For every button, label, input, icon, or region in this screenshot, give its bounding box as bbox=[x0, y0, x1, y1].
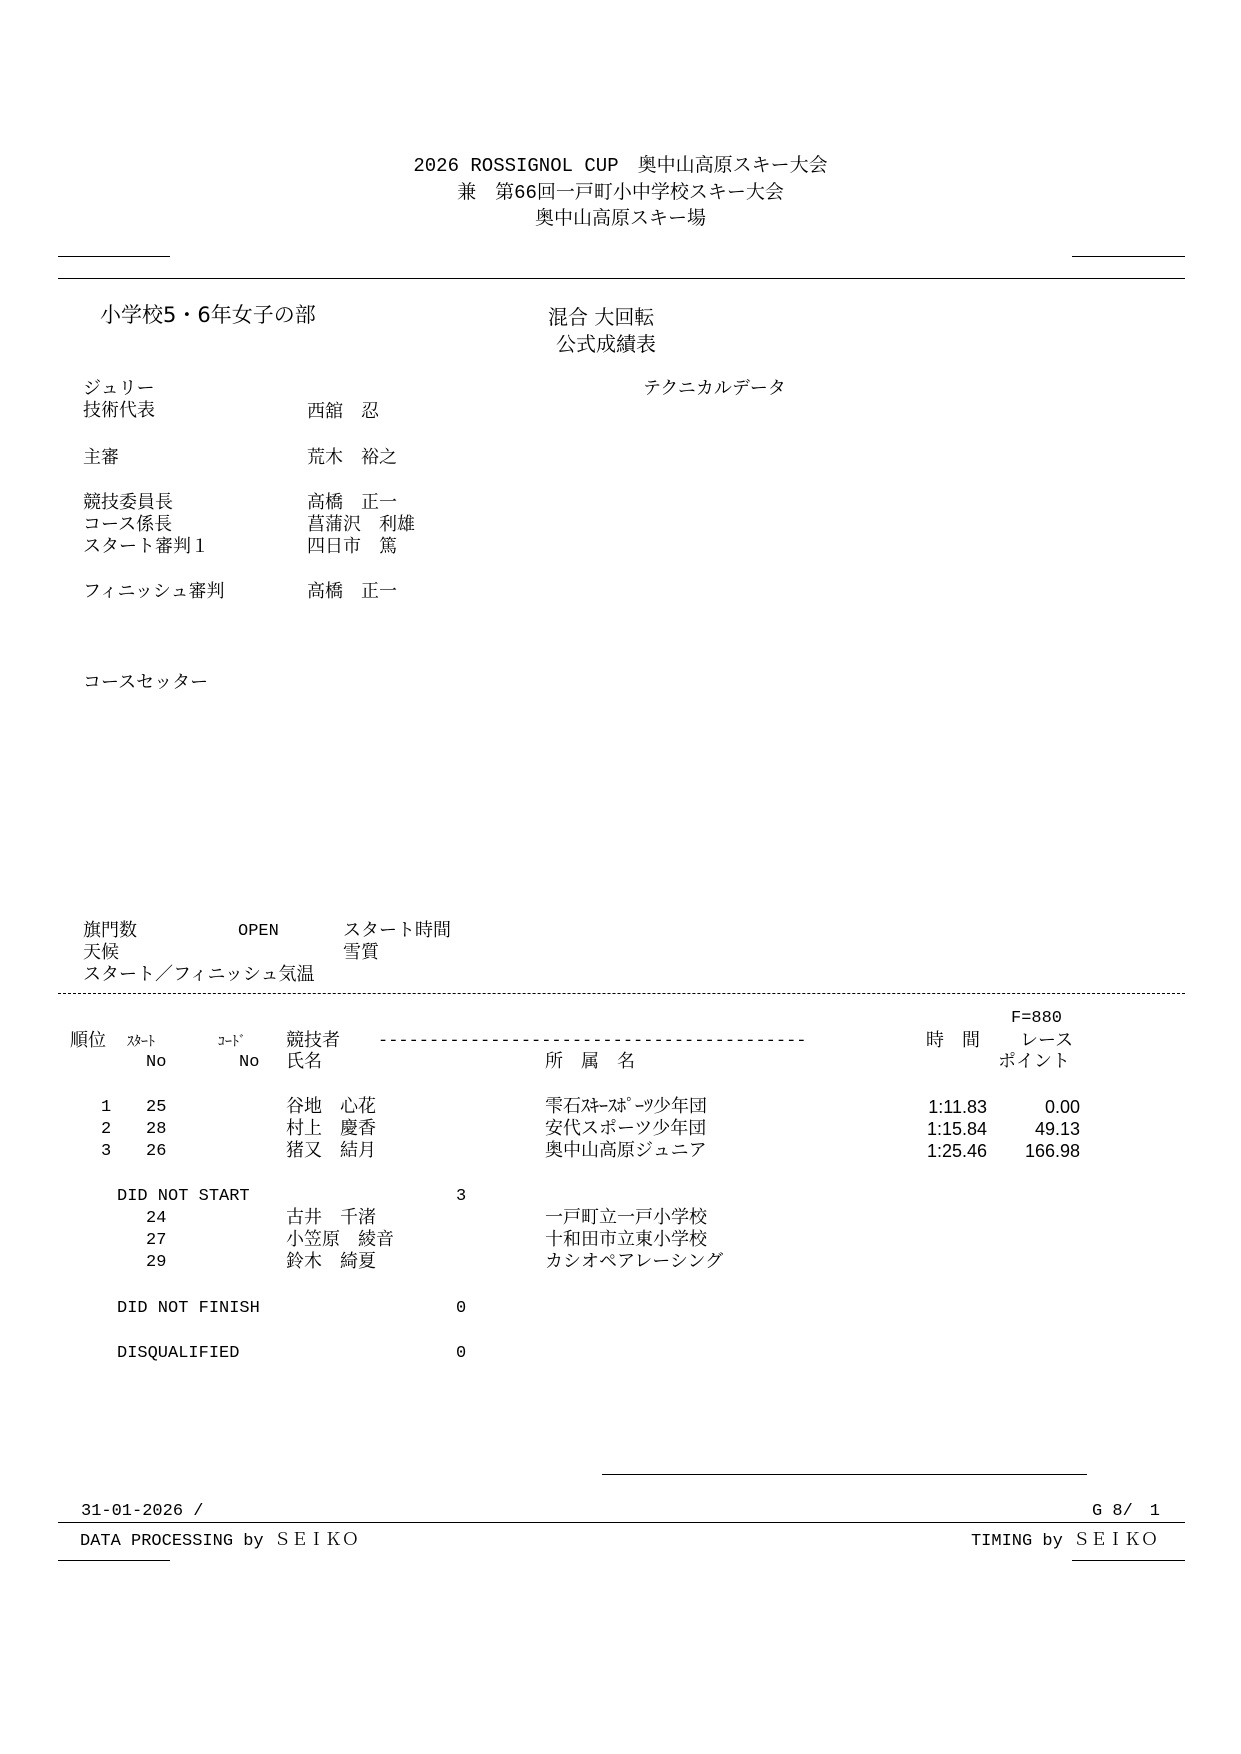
header-right-rule bbox=[1072, 256, 1185, 257]
result-time: 1:11.83 bbox=[928, 1097, 987, 1117]
dns-count: 3 bbox=[456, 1187, 467, 1206]
jury-role: 主審 bbox=[83, 447, 119, 468]
dns-club: 一戸町立一戸小学校 bbox=[545, 1207, 707, 1228]
col-start-no: No bbox=[146, 1053, 167, 1072]
dsq-count: 0 bbox=[456, 1344, 467, 1363]
jury-name: 西舘 忍 bbox=[307, 401, 379, 422]
dns-name: 鈴木 綺夏 bbox=[286, 1251, 376, 1272]
footer-right-rule bbox=[1072, 1560, 1185, 1561]
result-rank: 3 bbox=[101, 1142, 112, 1161]
jury-role: フィニッシュ審判 bbox=[83, 581, 225, 602]
snow-label: 雪質 bbox=[343, 942, 379, 963]
signature-line bbox=[602, 1474, 1087, 1475]
result-rank: 1 bbox=[101, 1098, 112, 1117]
col-club: 所 属 名 bbox=[545, 1051, 635, 1072]
col-start: ｽﾀｰﾄ bbox=[127, 1034, 155, 1050]
jury-name: 四日市 篤 bbox=[307, 536, 397, 557]
footer-page: G 8/ 1 bbox=[1091, 1502, 1160, 1521]
gates-label: 旗門数 bbox=[83, 920, 137, 941]
header-venue: 奥中山高原スキー場 bbox=[534, 208, 706, 230]
start-time-label: スタート時間 bbox=[343, 920, 451, 941]
result-bib: 26 bbox=[146, 1142, 167, 1161]
result-bib: 28 bbox=[146, 1120, 167, 1139]
col-code: ｺｰﾄﾞ bbox=[218, 1034, 246, 1050]
temperature-label: スタート／フィニッシュ気温 bbox=[83, 964, 315, 985]
header-left-rule bbox=[58, 256, 170, 257]
result-bib: 25 bbox=[146, 1098, 167, 1117]
jury-name: 高橋 正一 bbox=[307, 581, 397, 602]
gates-value: OPEN bbox=[238, 922, 279, 941]
dnf-label: DID NOT FINISH bbox=[117, 1299, 260, 1318]
col-code-no: No bbox=[239, 1053, 260, 1072]
result-points: 166.98 bbox=[1024, 1141, 1080, 1161]
jury-name: 荒木 裕之 bbox=[307, 447, 397, 468]
result-name: 谷地 心花 bbox=[286, 1096, 376, 1117]
col-rank: 順位 bbox=[70, 1030, 106, 1051]
result-name: 猪又 結月 bbox=[286, 1140, 376, 1161]
jury-role: コース係長 bbox=[83, 514, 173, 535]
result-time: 1:25.46 bbox=[926, 1141, 987, 1161]
result-rank: 2 bbox=[101, 1120, 112, 1139]
footer-data-processing: DATA PROCESSING by ＳＥＩＫＯ bbox=[80, 1532, 359, 1551]
document-type: 公式成績表 bbox=[556, 332, 656, 356]
f-value: F=880 bbox=[1011, 1009, 1063, 1028]
conditions-divider bbox=[58, 993, 1185, 994]
jury-name: 高橋 正一 bbox=[307, 492, 397, 513]
header-divider bbox=[58, 278, 1185, 279]
dns-club: カシオペアレーシング bbox=[545, 1251, 724, 1272]
course-setter-label: コースセッター bbox=[83, 672, 209, 693]
jury-role: 技術代表 bbox=[83, 400, 155, 421]
dns-bib: 24 bbox=[146, 1209, 167, 1228]
col-time: 時 間 bbox=[926, 1030, 980, 1051]
jury-role: 競技委員長 bbox=[83, 492, 173, 513]
col-name: 氏名 bbox=[286, 1051, 322, 1072]
result-club: 奥中山高原ジュニア bbox=[545, 1140, 707, 1161]
footer-timing: TIMING by ＳＥＩＫＯ bbox=[970, 1532, 1158, 1551]
result-name: 村上 慶香 bbox=[286, 1118, 376, 1139]
col-competitor: 競技者 bbox=[286, 1030, 340, 1051]
result-points: 49.13 bbox=[1034, 1119, 1080, 1139]
category-title: 小学校5・6年女子の部 bbox=[100, 303, 316, 327]
dnf-count: 0 bbox=[456, 1299, 467, 1318]
footer-left-rule bbox=[58, 1560, 170, 1561]
weather-label: 天候 bbox=[83, 942, 119, 963]
dns-bib: 29 bbox=[146, 1253, 167, 1272]
col-race: レース bbox=[1020, 1030, 1074, 1051]
col-dashes: ------------------------------------------ bbox=[378, 1032, 807, 1051]
footer-date: 31-01-2026 / bbox=[81, 1502, 204, 1521]
result-time: 1:15.84 bbox=[926, 1119, 987, 1139]
dns-bib: 27 bbox=[146, 1231, 167, 1250]
header-title: 2026 ROSSIGNOL CUP 奥中山高原スキー大会 bbox=[413, 155, 828, 177]
jury-title: ジュリー bbox=[83, 378, 155, 399]
dsq-label: DISQUALIFIED bbox=[117, 1344, 240, 1363]
result-club: 安代スポーツ少年団 bbox=[545, 1118, 707, 1139]
header-subtitle: 兼 第66回一戸町小中学校スキー大会 bbox=[457, 182, 784, 204]
technical-data-title: テクニカルデータ bbox=[643, 378, 786, 399]
col-points: ポイント bbox=[998, 1051, 1070, 1072]
result-club: 雫石ｽｷｰｽﾎﾟｰﾂ少年団 bbox=[545, 1096, 707, 1117]
event-discipline: 混合 大回転 bbox=[548, 305, 655, 329]
dns-club: 十和田市立東小学校 bbox=[545, 1229, 707, 1250]
footer-divider bbox=[58, 1522, 1185, 1523]
jury-name: 菖蒲沢 利雄 bbox=[307, 514, 415, 535]
dns-name: 小笠原 綾音 bbox=[286, 1229, 394, 1250]
jury-role: スタート審判１ bbox=[83, 536, 209, 557]
result-points: 0.00 bbox=[1044, 1097, 1080, 1117]
dns-name: 古井 千渚 bbox=[286, 1207, 376, 1228]
dns-label: DID NOT START bbox=[117, 1187, 250, 1206]
